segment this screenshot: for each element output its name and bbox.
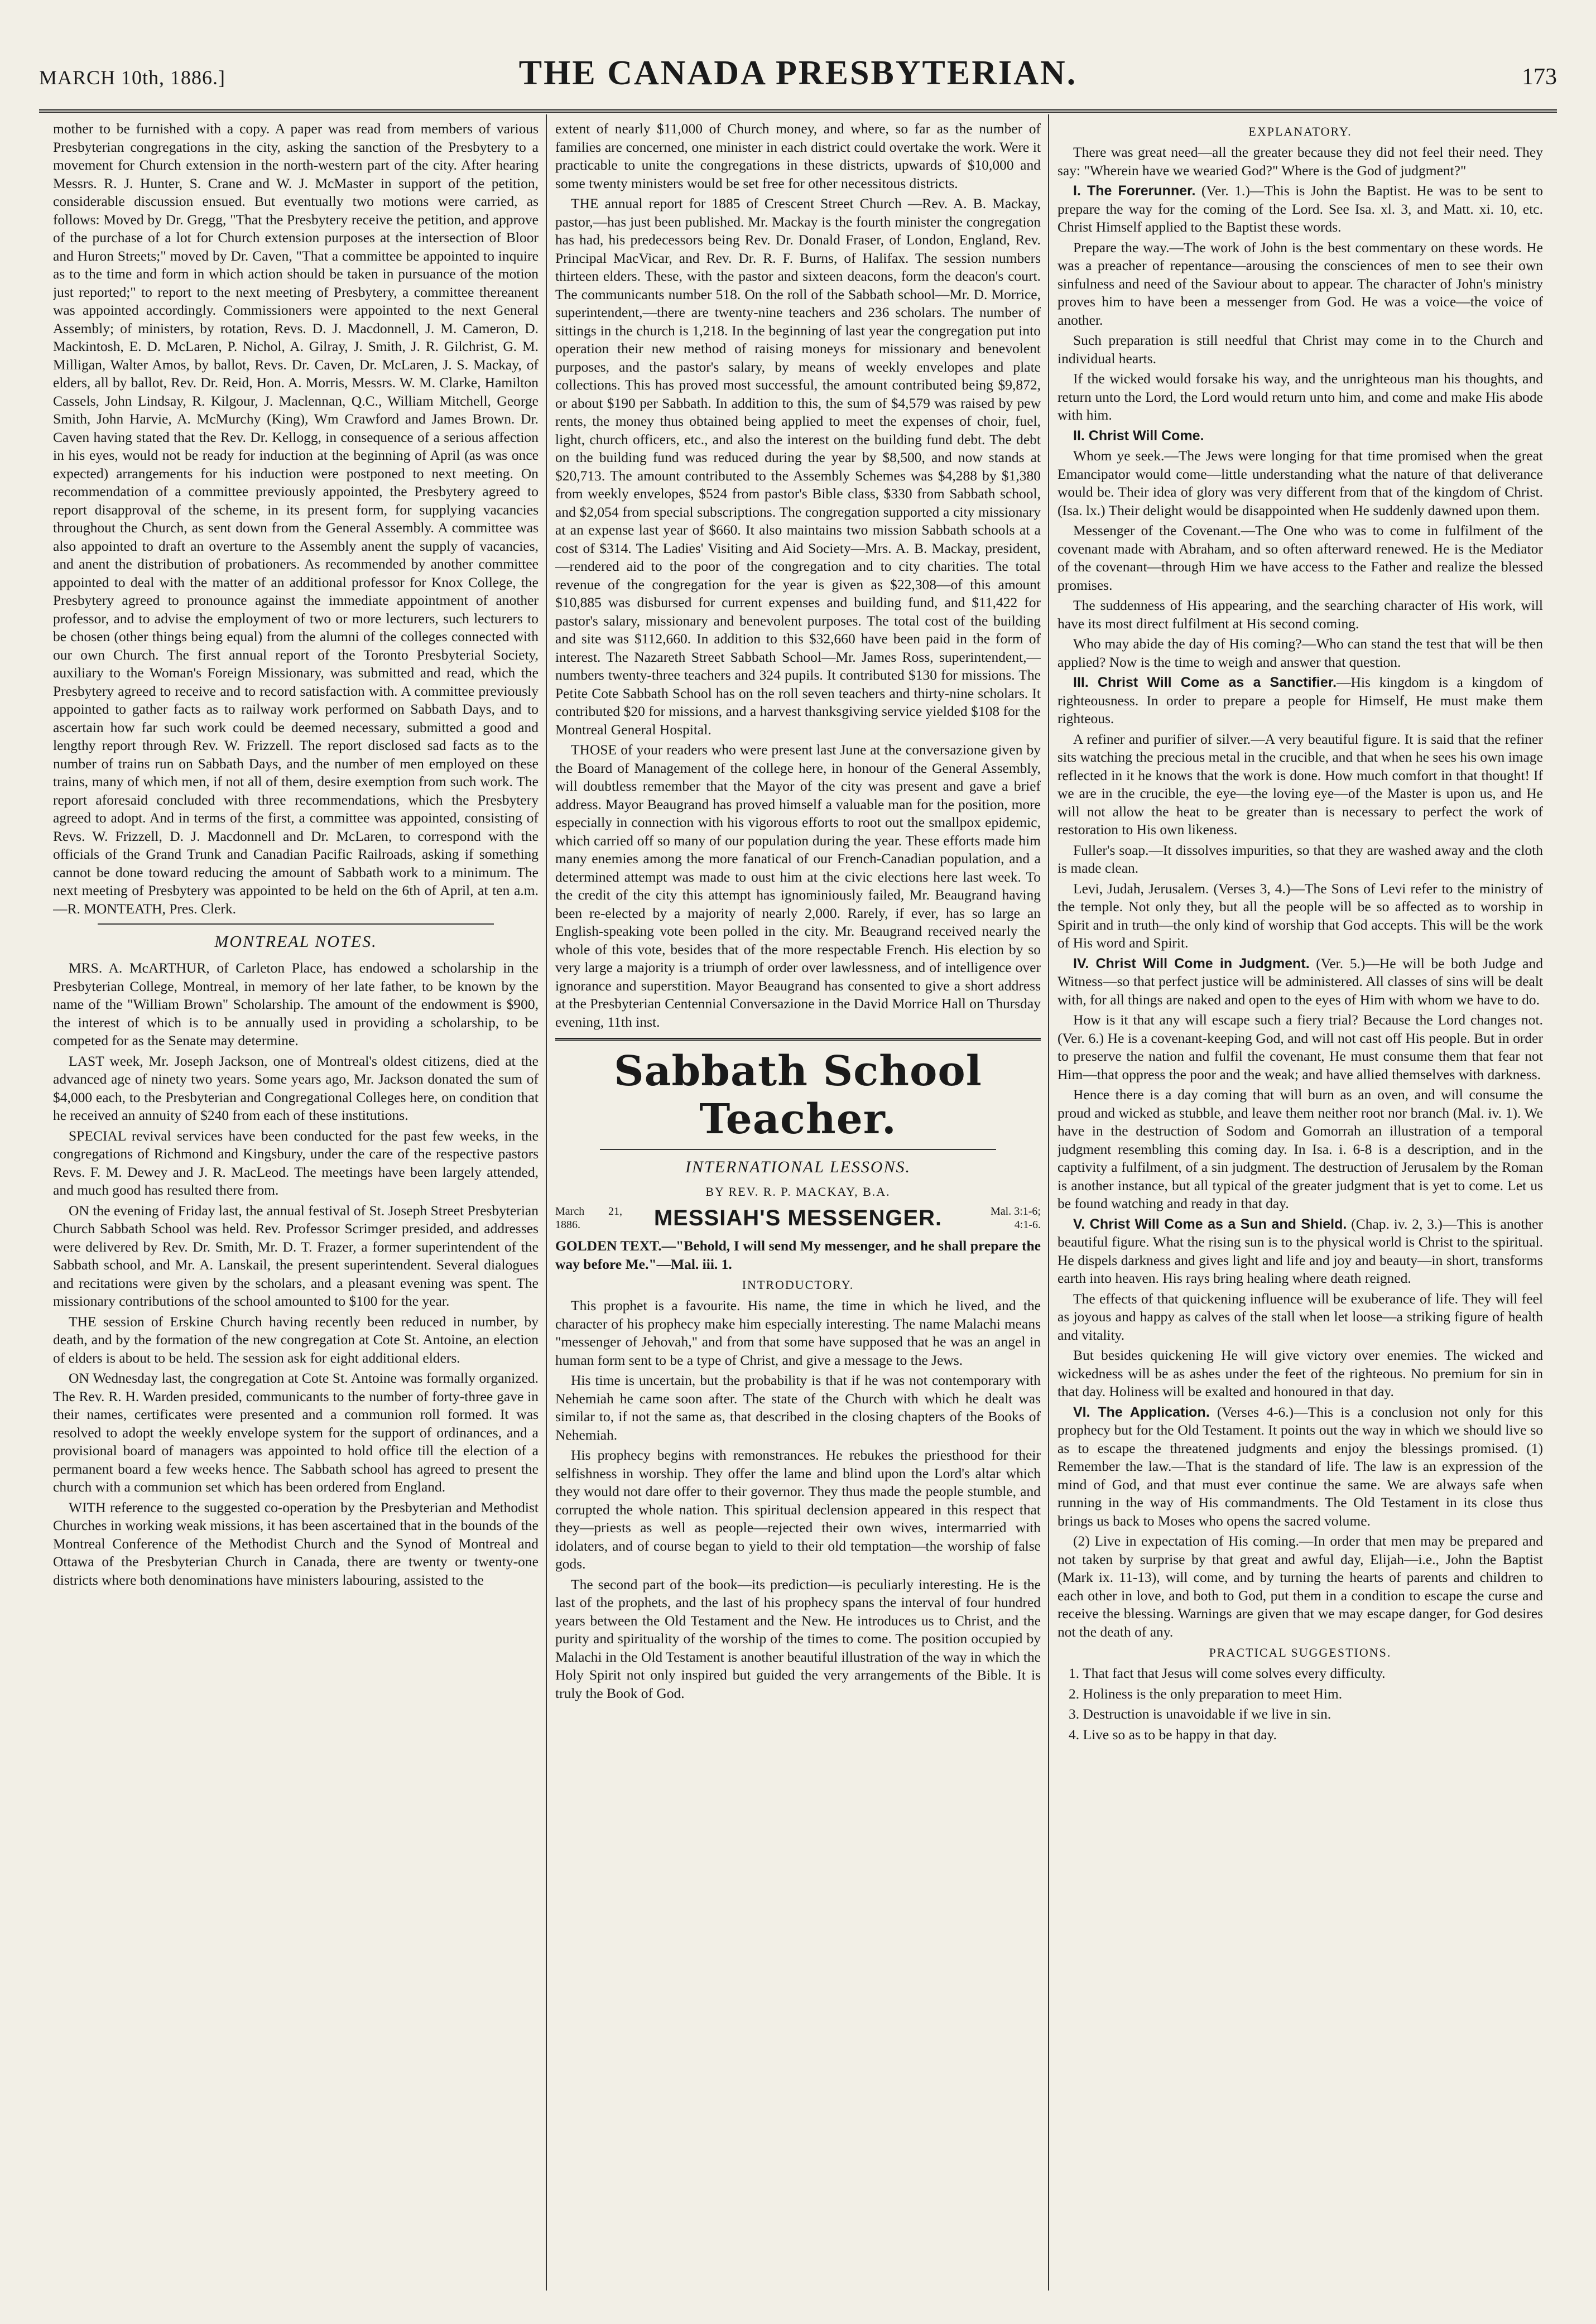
article-paragraph: ON the evening of Friday last, the annual festival of St. Joseph Street Presbyterian Church Sabbath School was held. Rev. Professor Scrimger presided, and addresses were delivered by Rev. Dr. Smith, Mr. D. T. Frazer, a former superintendent of the Sabbath school, and Mr. A. Lanskail, the present superintendent. Several dialogues and recitations were given by the scholars, and a pleasant evening was spent. The missionary contributions of the school amounted to $100 for the year. [53,1202,539,1309]
section-rule [98,923,494,925]
article-paragraph: But besides quickening He will give victory over enemies. The wicked and wickedness will be as ashes under the feet of the righteous. No premium for sin in that day. Holiness will be exalted and honoured in that day. [1057,1347,1543,1399]
article-paragraph: The second part of the book—its prediction—is peculiarly interesting. He is the last of the prophets, and the last of his prophecy spans the interval of four hundred years between the Old Testament and the New. He introduces us to Christ, and the purity and spirituality of the worship of the times to come. The position occupied by Malachi in the Old Testament is another beautiful illustration of the way in which the Holy Spirit not only inspired but guided the very arrangements of the Bible. It is truly the Book of God. [555,1576,1041,1701]
article-paragraph: Who may abide the day of His coming?—Who can stand the test that will be then applied? Now is the time to weigh and answer that question. [1057,636,1543,670]
column-3 [1057,120,1543,2296]
point-heading: III. Christ Will Come as a Sanctifier. [1073,675,1337,690]
article-paragraph: Levi, Judah, Jerusalem. (Verses 3, 4.)—The Sons of Levi refer to the ministry of the temple. Not only they, but all the people will be so affected as to worship in Spirit and in truth—the only kind of worship that God accepts. This will be the work of His word and Spirit. [1057,880,1543,951]
article-paragraph: THE annual report for 1885 of Crescent Street Church —Rev. A. B. Mackay, pastor,—has just been published. Mr. Mackay is the fourth minister the congregation has had, his predecessors being Rev. Dr. Donald Fraser, of London, England, Rev. Principal MacVicar, and Rev. Dr. R. F. Burns, of Halifax. The session numbers thirteen elders. These, with the pastor and sixteen deacons, form the deacon's court. The communicants number 518. On the roll of the Sabbath school—Mr. D. Morrice, superintendent,—there are twenty-nine teachers and 236 scholars. The number of sittings in the church is 1,218. In the beginning of last year the congregation put into operation their new method of raising moneys for missionary and benevolent purposes, and the pastor's salary, by means of weekly envelopes and plate collections. This has proved most successful, the amount contributed being $9,872, or about $190 per Sabbath. In addition to this, the sum of $4,579 was raised by pew rents, the money thus obtained being applied to meet the expenses of choir, fuel, light, church officers, etc., and also the interest on the building fund debt. The debt on the building fund was reduced during the year by $8,500, and now stands at $20,713. The amount contributed to the Assembly Schemes was $4,288 by $1,380 from weekly envelopes, $524 from pastor's Bible class, $330 from Sabbath school, and $2,054 from special subscriptions. The congregation supported a city missionary at an expense last year of $660. It also maintains two mission Sabbath schools at a cost of $314. The Ladies' Visiting and Aid Society—Mrs. A. B. Mackay, president,—rendered aid to the poor of the congregation and to city charities. The total revenue of the congregation for the year is given as $22,308—of this amount $10,885 was disbursed for current expenses and building fund, and $11,422 for pastor's salary, missionary and benevolent purposes. The total cost of the building and site was $112,660. In addition to this $32,660 have been paid in the form of interest. The Nazareth Street Sabbath School—Mr. James Ross, superintendent,—numbers twenty-three teachers and 324 pupils. It contributed $130 for missions. The Petite Cote Sabbath School has on the roll seven teachers and thirty-nine scholars. It contributed $20 for missions, and a harvest thanksgiving service yielded $108 for the Montreal General Hospital. [555,195,1041,738]
point-text: (Verses 4-6.)—This is a conclusion not only for this prophecy but for the Old Testament. It points out the way in which we should live so as to escape the threatened judgments and enjoy the blessings promised. (1) Remember the law.—That is the standard of life. The law is an expression of the mind of God, and that must ever continue the same. We are always safe when running in the way of His commandments. The Old Testament in its close thus brings us back to Moses who opens the sacred volume. [1057,1403,1543,1529]
article-paragraph: LAST week, Mr. Joseph Jackson, one of Montreal's oldest citizens, died at the advanced age of ninety two years. Some years ago, Mr. Jackson donated the sum of $4,000 each, to the Presbyterian and Congregational Colleges here, on condition that he received an annuity of $240 from each of these institutions. [53,1052,539,1123]
subsection-heading: EXPLANATORY. [1248,124,1352,138]
section-rule [600,1149,996,1150]
point-heading: II. Christ Will Come. [1073,427,1204,444]
article-paragraph: Messenger of the Covenant.—The One who was to come in fulfilment of the covenant made with Abraham, and so often afterward renewed. He is the Mediator of the covenant—through Him we have access to the Father and realize the blessed promises. [1057,522,1543,593]
article-paragraph: This prophet is a favourite. His name, the time in which he lived, and the character of his prophecy make him especially interesting. The name Malachi means "messenger of Jehovah," and from that some have supposed that he was an angel in human form sent to be a type of Christ, and give a message to the Jews. [555,1297,1041,1368]
section-banner: Sabbath School Teacher. [614,1047,982,1143]
point-heading: I. The Forerunner. [1073,183,1196,199]
lesson-date: March 21, 1886. [555,1205,622,1231]
article-paragraph: Prepare the way.—The work of John is the best commentary on these words. He was a preacher of repentance—arousing the consciences of men to see their own sinfulness and need of the Saviour about to appear. The character of John's ministry proves him to have been a messenger from God. He was a voice—the voice of another. [1057,239,1543,328]
article-paragraph: Hence there is a day coming that will burn as an oven, and will consume the proud and wicked as stubble, and leave them neither root nor branch (Mal. iv. 1). We have in the destruction of Sodom and Gomorrah an illustration of a temporal judgment resembling this coming day. In Isa. i. 6-8 is a description, and in the captivity a fulfilment, of a sin judgment. The destruction of Jerusalem by the Roman is another instance, but all typical of the greater judgment that is yet to come. Let us be found watching and ready in that day. [1057,1086,1543,1211]
article-paragraph: ON Wednesday last, the congregation at Cote St. Antoine was formally organized. The Rev. R. H. Warden presided, communicants to the number of forty-three gave in their names, certificates were presented and a communion roll formed. It was resolved to adopt the weekly envelope system for the support of ordinances, and a provisional board of managers was appointed to hold office till the election of a permanent board a few weeks hence. The Sabbath school has agreed to present the church with a communion set which has been ordered from England. [53,1370,539,1495]
lesson-header [555,1205,1041,1231]
column-divider [546,114,547,2291]
suggestion-item: 1. That fact that Jesus will come solves every difficulty. [1069,1665,1386,1681]
article-paragraph: WITH reference to the suggested co-operation by the Presbyterian and Methodist Churches in working weak missions, it has been ascertained that in the bounds of the Montreal Conference of the Methodist Church and the Synod of Montreal and Ottawa of the Presbyterian Church in Canada, there are twenty or twenty-one districts where both denominations have ministers labouring, assisted to the [53,1499,539,1588]
article-paragraph: The suddenness of His appearing, and the searching character of His work, will have its most direct fulfilment at His second coming. [1057,597,1543,632]
point-heading: IV. Christ Will Come in Judgment. [1073,955,1310,971]
article-paragraph: Whom ye seek.—The Jews were longing for that time promised when the great Emancipator would come—little understanding what the nature of that deliverance would be. Their idea of glory was very different from that of the kingdom of Christ. (Isa. lx.) Their delight would be disappointed when He suddenly dawned upon them. [1057,448,1543,518]
section-rule [555,1038,1041,1041]
point-heading: VI. The Application. [1073,1404,1210,1420]
point-text: (Ver. 1.)—This is John the Baptist. He was to be sent to prepare the way for the coming of the Lord. See Isa. xl. 3, and Matt. xi. 10, etc. Christ Himself applied to the Baptist these words. [1057,182,1543,235]
article-paragraph: mother to be furnished with a copy. A paper was read from members of various Presbyterian congregations in the city, asking the sanction of the Presbytery to a movement for Church extension in the north-western part of the city. After hearing Messrs. R. J. Hunter, S. Crane and W. J. McMaster in support of the petition, considerable discussion ensued. But eventually two motions were carried, as follows: Moved by Dr. Gregg, "That the Presbytery receive the petition, and approve of the purchase of a lot for Church extension purposes at the intersection of Bloor and Huron Streets;" moved by Dr. Caven, "That a committee be appointed to inquire as to the time and form in which action should be taken in pursuance of the motion just reported;" to report to the next meeting of Presbytery, a committee thereanent was appointed accordingly. Commissioners were appointed to the next General Assembly; of ministers, by rotation, Revs. D. J. Macdonnell, J. M. Cameron, D. Mackintosh, E. D. McLaren, P. Nichol, A. Gilray, J. Smith, J. R. Gilchrist, G. M. Milligan, Walter Amos, by ballot, Revs. Dr. Caven, Dr. McLaren, J. S. Mackay, of elders, all by ballot, Rev. Dr. Reid, Hon. A. Morris, Messrs. W. M. Clarke, Hamilton Cassels, John Lindsay, R. Kilgour, J. Maclennan, Q.C., William Mitchell, George Smith, John Harvie, A. McMurchy (King), Wm Crawford and James Brown. Dr. Caven having stated that the Rev. Dr. Kellogg, in consequence of a serious affection in his eyes, would not be ready for induction at the beginning of April (as was once expected) arrangements for his induction were postponed to next meeting. On recommendation of a committee previously appointed, the Presbytery agreed to report disapproval of the scheme, in its present form, for supplying vacancies throughout the Church, as sent down from the General Assembly. A committee was also appointed to draft an overture to the Assembly anent the supply of vacancies, and anent the distribution of probationers. As recommended by another committee appointed to deal with the matter of an additional professor for Knox College, the Presbytery agreed to pronounce against the immediate appointment of another professor, and to advise the employment of two or more lecturers, such lecturers to be chosen (other things being equal) from the alumni of the colleges connected with our own Church. The first annual report of the Toronto Presbyterial Society, auxiliary to the Woman's Foreign Missionary, was submitted and read, which the Presbytery agreed to receive and to record satisfaction with. A committee previously appointed to gather facts as to railway work performed on Sabbath Days, and to ascertain how far such work could be deemed necessary, submitted a good and lengthy report through Rev. W. Frizzell. The report disclosed sad facts as to the number of trains run on Sabbath Days, and the number of men employed on these trains, many of which men, if not all of them, desire exemption from such work. The report aforesaid concluded with three recommendations, which the Presbytery agreed to adopt. And in terms of the first, a committee was appointed, consisting of Revs. W. Frizzell, D. J. Macdonnell and Dr. McLaren, to correspond with the officials of the Grand Trunk and Canadian Pacific Railroads, asking if something cannot be done toward reducing the amount of Sabbath work to a minimum. The next meeting of Presbytery was appointed to be held on the 6th of April, at ten a.m.—R. MONTEATH, Pres. Clerk. [53,121,539,917]
column-2 [555,120,1041,2296]
page-number: 173 [1522,64,1557,90]
subsection-heading: PRACTICAL SUGGESTIONS. [1209,1645,1392,1659]
point-text: —His kingdom is a kingdom of righteousness. In order to prepare a people for Himself, He must make them righteous. [1057,674,1543,726]
issue-date: MARCH 10th, 1886.] [39,66,226,89]
point-heading: V. Christ Will Come as a Sun and Shield. [1073,1216,1347,1232]
suggestion-item: 2. Holiness is the only preparation to meet Him. [1069,1685,1343,1702]
lesson-reference: Mal. 3:1-6; 4:1-6. [991,1205,1041,1231]
article-paragraph: Fuller's soap.—It dissolves impurities, so that they are washed away and the cloth is made clean. [1057,841,1543,876]
article-paragraph: SPECIAL revival services have been conducted for the past few weeks, in the congregations of Richmond and Kingsbury, under the care of the respective pastors Revs. F. M. Dewey and J. R. MacLeod. The meetings have been largely attended, and much good has resulted there from. [53,1127,539,1198]
byline: BY REV. R. P. MACKAY, B.A. [705,1185,891,1199]
article-paragraph: MRS. A. McARTHUR, of Carleton Place, has endowed a scholarship in the Presbyterian College, Montreal, in memory of her late father, to be known by the name of the "William Brown" Scholarship. The amount of the endowment is $900, the interest of which is to be annually used in providing a scholarship, to be competed for as the Senate may determine. [53,960,539,1048]
article-paragraph: THE session of Erskine Church having recently been reduced in number, by death, and by the formation of the new congregation at Cote St. Antoine, an election of elders is about to be held. The session ask for eight additional elders. [53,1313,539,1366]
article-paragraph: Such preparation is still needful that Christ may come in to the Church and individual hearts. [1057,332,1543,367]
section-heading: INTERNATIONAL LESSONS. [685,1158,911,1176]
masthead-rule [39,109,1557,113]
article-paragraph: His time is uncertain, but the probability is that if he was not contemporary with Nehemiah he came soon after. The state of the Church with which he dealt was similar to, if not the same as, that described in the closing chapters of the Books of Nehemiah. [555,1372,1041,1443]
newspaper-title: THE CANADA PRESBYTERIAN. [518,54,1078,92]
article-paragraph: If the wicked would forsake his way, and the unrighteous man his thoughts, and return unto the Lord, the Lord would return unto him, and come and make His abode with him. [1057,371,1543,423]
subsection-heading: INTRODUCTORY. [742,1278,854,1292]
column-divider [1048,114,1049,2291]
suggestion-item: 4. Live so as to be happy in that day. [1069,1726,1277,1743]
lesson-title: MESSIAH'S MESSENGER. [653,1205,943,1230]
article-paragraph: How is it that any will escape such a fiery trial? Because the Lord changes not. (Ver. 6.) He is a covenant-keeping God, and will not cast off His people. But in order to preserve the nation and fulfil the covenant, He must consume them that fear not Him—that oppress the poor and the weak; and have allied themselves with darkness. [1057,1012,1543,1082]
article-paragraph: His prophecy begins with remonstrances. He rebukes the priesthood for their selfishness in worship. They offer the lame and blind upon the Lord's altar which they would not dare offer to their governor. They thus made the people stumble, and corrupted the whole nation. This spiritual declension appeared in this respect that they—priests as well as people—rejected their own wives, intermarried with idolaters, and of course began to yield to their old temptation—the worship of false gods. [555,1447,1041,1572]
article-paragraph: There was great need—all the greater because they did not feel their need. They say: "Wherein have we wearied God?" Where is the God of judgment?" [1057,144,1543,179]
suggestion-item: 3. Destruction is unavoidable if we live in sin. [1069,1706,1331,1722]
article-paragraph: A refiner and purifier of silver.—A very beautiful figure. It is said that the refiner sits watching the precious metal in the crucible, and that when he sees his own image reflected in it he knows that the work is done. How much comfort in that thought! If we are in the crucible, the eye—the loving eye—of the Master is upon us, and He will not allow the heat to be greater than is necessary to perfect the work of restoration to His own likeness. [1057,730,1543,838]
article-paragraph: THOSE of your readers who were present last June at the conversazione given by the Board of Management of the college here, in honour of the General Assembly, will doubtless remember that the Mayor of the city was present and gave a brief address. Mayor Beaugrand has proved himself a valuable man for the position, more especially in connection with his vigorous efforts to root out the smallpox epidemic, which carried off so many of our population during the year. These efforts made him many enemies among the more fanatical of our French-Canadian population, and a determined attempt was made to oust him at the civic elections here last week. To the credit of the city this attempt has ignominiously failed, Mr. Beaugrand having been re-elected by a majority of nearly 2,000. Rarely, if ever, has so large an English-speaking vote been polled in the city. Mr. Beaugrand received nearly the whole of this vote, besides that of the more respectable French. His election by so very large a majority is a triumph of order over lawlessness, and of intelligence over ignorance and superstition. Mayor Beaugrand has consented to give a short address at the Presbyterian Centennial Conversazione in the David Morrice Hall on Thursday evening, 11th inst. [555,742,1041,1030]
article-paragraph: extent of nearly $11,000 of Church money, and where, so far as the number of families are concerned, one minister in each district could overtake the work. Were it practicable to unite the congregations in these districts, upwards of $10,000 and some twenty ministers would be set free for other necessitous districts. [555,121,1041,191]
masthead [39,48,1557,109]
section-heading: MONTREAL NOTES. [214,932,377,951]
point-text: (Chap. iv. 2, 3.)—This is another beautiful figure. What the rising sun is to the physical world is Christ to the spiritual. He dispels darkness and gives light and life and joy and beauty—in short, transforms earth into heaven. His rays bring healing where death reigned. [1057,1215,1543,1286]
article-paragraph: The effects of that quickening influence will be exuberance of life. They will feel as joyous and happy as calves of the stall when let loose—a striking figure of health and vitality. [1057,1290,1543,1343]
column-1 [53,120,539,2296]
article-paragraph: (2) Live in expectation of His coming.—In order that men may be prepared and not taken by surprise by that great and awful day, Elijah—i.e., John the Baptist (Mark ix. 11-13), will come, and by turning the hearts of parents and children to each other in love, and both to God, put them in a condition to escape the curse and receive the blessing. Warnings are given that we may escape danger, for God desires not the death of any. [1057,1533,1543,1640]
golden-text: GOLDEN TEXT.—"Behold, I will send My messenger, and he shall prepare the way before Me."—Mal. iii. 1. [555,1238,1041,1272]
point-text: (Ver. 5.)—He will be both Judge and Witness—so that perfect justice will be administered. All classes of sins will be dealt with, for all things are naked and open to the eyes of Him with whom we have to do. [1057,955,1543,1008]
